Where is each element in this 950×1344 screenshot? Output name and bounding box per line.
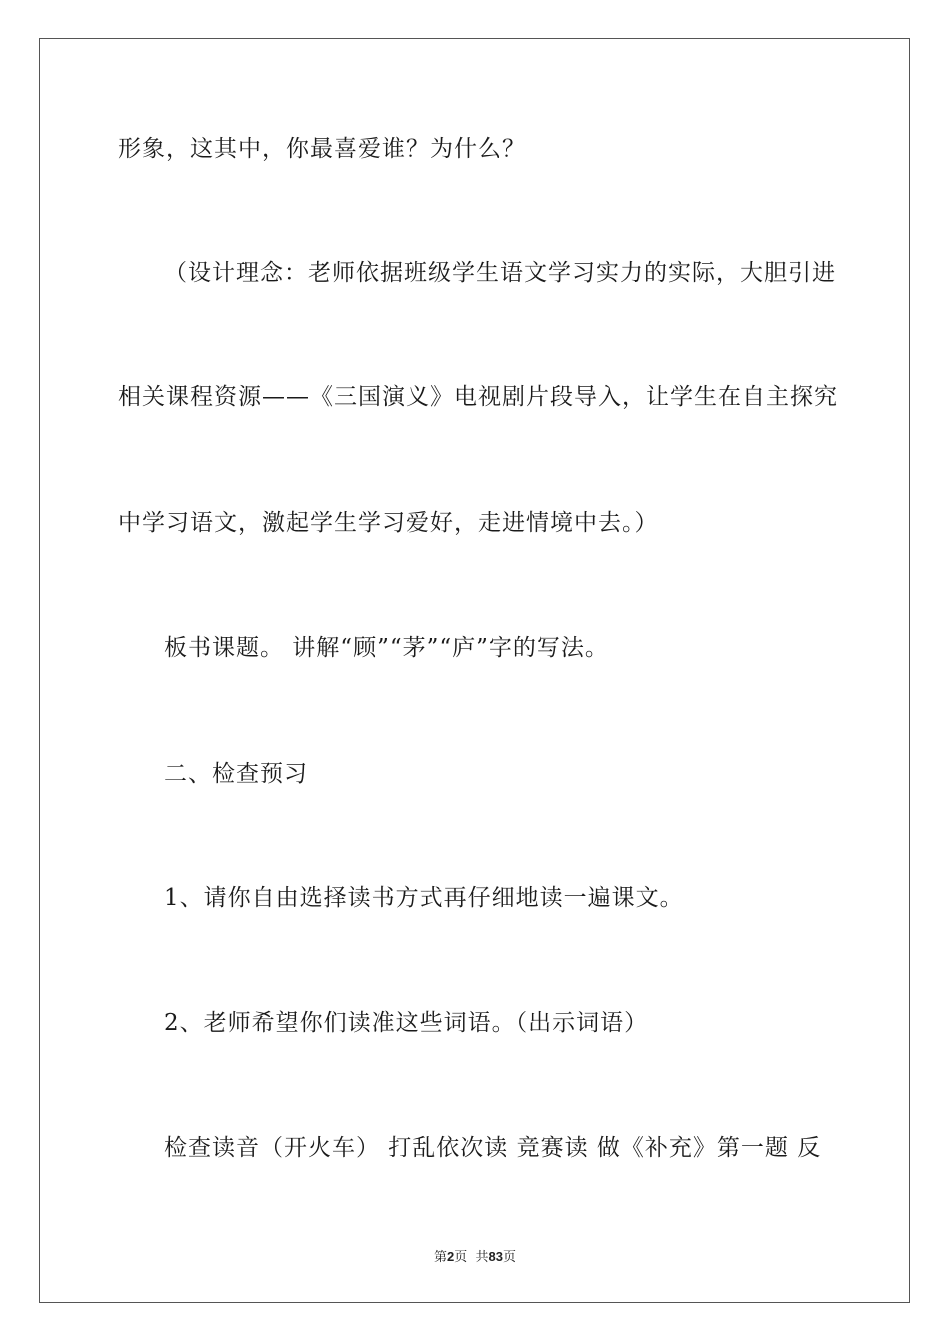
- footer-mid: 页 共: [454, 1250, 489, 1265]
- page-border: [39, 38, 910, 1303]
- footer-prefix: 第: [434, 1250, 448, 1265]
- text-line-2: （设计理念：老师依据班级学生语文学习实力的实际，大胆引进: [164, 260, 836, 286]
- section-heading: 二、检查预习: [164, 761, 308, 787]
- text-line-8: 2、老师希望你们读准这些词语。（出示词语）: [164, 1010, 649, 1036]
- text-line-3: 相关课程资源——《三国演义》电视剧片段导入，让学生在自主探究: [118, 384, 838, 410]
- text-line-4: 中学习语文，激起学生学习爱好，走进情境中去。）: [118, 510, 659, 536]
- footer-total-pages: 83: [488, 1249, 503, 1264]
- text-line-7: 1、请你自由选择读书方式再仔细地读一遍课文。: [164, 885, 684, 911]
- text-line-1: 形象，这其中，你最喜爱谁？为什么？: [118, 136, 526, 162]
- text-line-9: 检查读音（开火车） 打乱依次读 竞赛读 做《补充》第一题 反: [164, 1135, 822, 1161]
- footer-page-number: 2: [447, 1249, 455, 1264]
- footer-suffix: 页: [502, 1250, 516, 1265]
- page-footer: [0, 1246, 950, 1265]
- text-line-5: 板书课题。 讲解“顾”“茅”“庐”字的写法。: [164, 635, 609, 661]
